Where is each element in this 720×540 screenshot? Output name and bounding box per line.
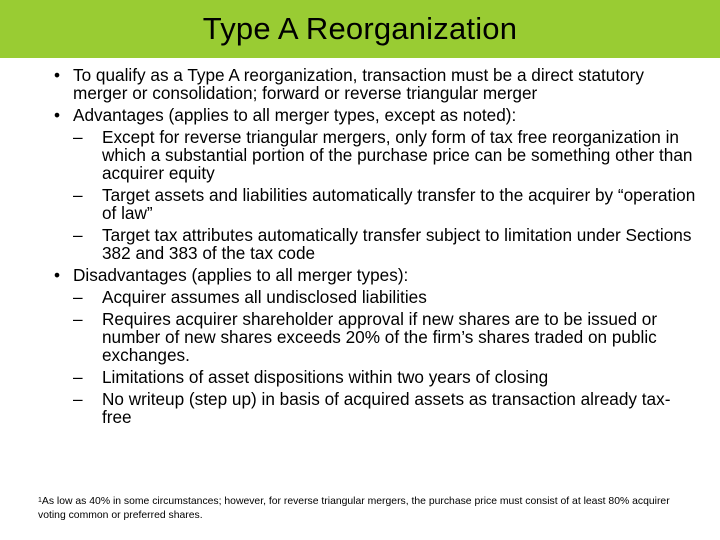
footnote-text: As low as 40% in some circumstances; however, for reverse triangular mergers, the purchase price must consist of at least 80% acquirer voting common or preferred shares. [38,496,670,521]
sub-marker: – [73,225,83,245]
bullet-advantages [0,106,720,124]
bullet-qualification [0,66,720,102]
sub-bullet-text: Acquirer assumes all undisclosed liabilities [102,287,427,307]
slide-title: Type A Reorganization [202,11,518,46]
footnote-mark: 1 [38,497,42,504]
title-bar [0,0,720,58]
bullet-marker: • [54,105,61,125]
sub-marker: – [73,367,83,387]
bullet-text: Advantages (applies to all merger types, except as noted): [73,105,517,125]
slide-body [0,62,720,426]
sub-marker: – [73,127,83,147]
sub-bullet-text: Limitations of asset dispositions within two years of closing [102,367,549,387]
sub-bullet [0,186,720,222]
bullet-marker: • [54,65,61,85]
sub-bullet-text: Except for reverse triangular mergers, only form of tax free reorganization in which a substantial portion of the purchase price can be something other than acquirer equity [102,127,693,183]
bullet-text: Disadvantages (applies to all merger types): [73,265,409,285]
sub-marker: – [73,309,83,329]
sub-bullet-text: Requires acquirer shareholder approval if new shares are to be issued or number of new shares exceeds 20% of the firm’s shares traded on public exchanges. [102,309,658,365]
sub-bullet [0,128,720,182]
bullet-disadvantages [0,266,720,284]
sub-bullet [0,310,720,364]
bullet-marker: • [54,265,61,285]
sub-marker: – [73,287,83,307]
sub-bullet-text: No writeup (step up) in basis of acquired assets as transaction already tax-free [102,389,671,427]
sub-bullet [0,368,720,386]
sub-bullet-text: Target tax attributes automatically transfer subject to limitation under Sections 382 and 383 of the tax code [102,225,692,263]
bullet-text: To qualify as a Type A reorganization, transaction must be a direct statutory merger or consolidation; forward or reverse triangular merger [73,65,645,103]
sub-marker: – [73,185,83,205]
sub-bullet-text: Target assets and liabilities automatically transfer to the acquirer by “operation of law” [102,185,696,223]
sub-marker: – [73,389,83,409]
sub-bullet [0,226,720,262]
footnote [38,495,698,523]
sub-bullet [0,390,720,426]
sub-bullet [0,288,720,306]
